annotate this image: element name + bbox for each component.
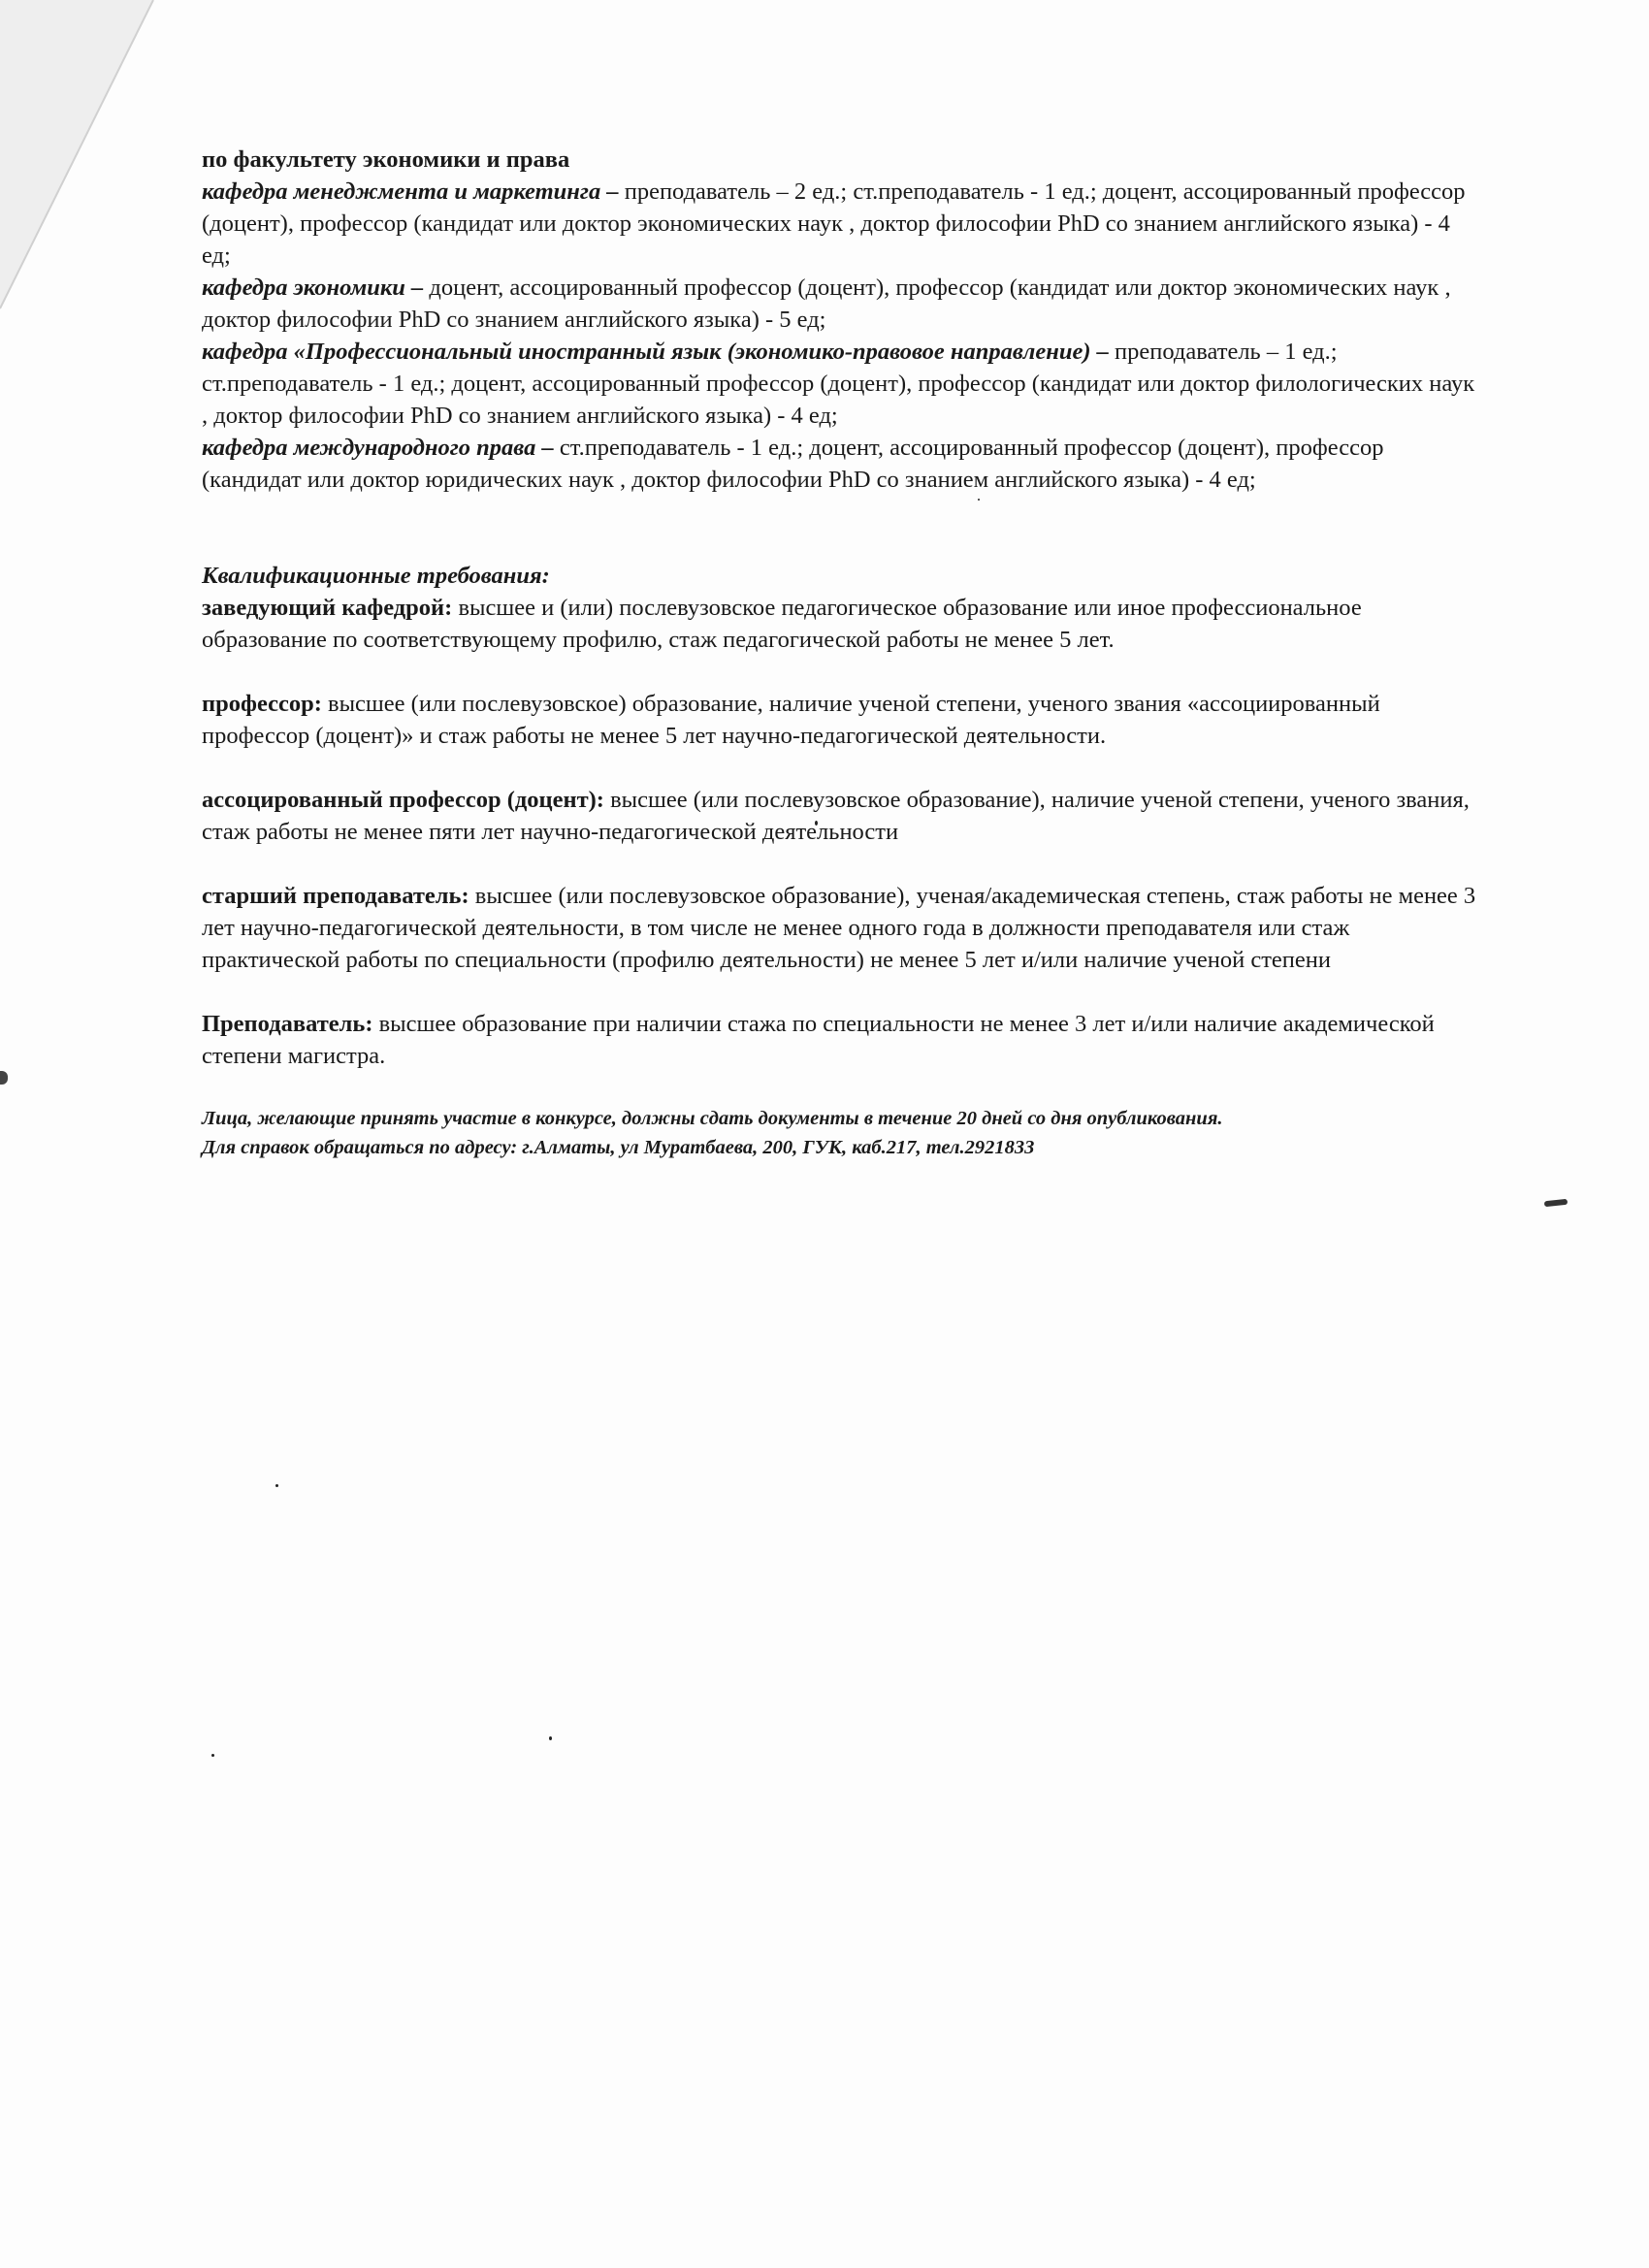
department-management-marketing xyxy=(202,176,1482,272)
requirement-head-of-department xyxy=(202,592,1482,656)
department-name: кафедра международного права – xyxy=(202,435,554,461)
requirement-title: профессор: xyxy=(202,691,322,717)
department-positions: преподаватель – 1 ед.; ст.преподаватель - 1 ед.; доцент, ассоцированный профессор (доцент), профессор (кандидат или доктор филологических наук , доктор философии PhD со знанием английского языка) - 4 ед; xyxy=(202,339,1475,429)
department-positions: доцент, ассоцированный профессор (доцент), профессор (кандидат или доктор экономических наук , доктор философии PhD со знанием английского языка) - 5 ед; xyxy=(202,275,1451,333)
department-name: кафедра менеджмента и маркетинга – xyxy=(202,178,619,205)
scan-mark-right xyxy=(1544,1199,1568,1207)
section-spacer xyxy=(202,496,1482,560)
requirement-title: Преподаватель: xyxy=(202,1011,373,1037)
requirement-text: высшее и (или) послевузовское педагогическое образование или иное профессиональное образование по соответствующему профилю, стаж педагогической работы не менее 5 лет. xyxy=(202,595,1362,653)
scan-mark-left xyxy=(0,1071,8,1085)
scan-speck xyxy=(549,1736,552,1740)
faculty-heading: по факультету экономики и права xyxy=(202,146,570,173)
department-international-law xyxy=(202,432,1482,496)
requirement-associate-professor xyxy=(202,784,1482,848)
department-positions: преподаватель – 2 ед.; ст.преподаватель - 1 ед.; доцент, ассоцированный профессор (доцент), профессор (кандидат или доктор экономических наук , доктор философии PhD со знанием английского языка) - 4 ед; xyxy=(202,178,1466,269)
department-name: кафедра «Профессиональный иностранный язык (экономико-правовое направление) – xyxy=(202,339,1109,365)
requirement-title: старший преподаватель: xyxy=(202,883,469,909)
notice-contact: Для справок обращаться по адресу: г.Алматы, ул Муратбаева, 200, ГУК, каб.217, тел.2921833 xyxy=(202,1137,1035,1158)
department-economics xyxy=(202,272,1482,336)
requirement-text: высшее образование при наличии стажа по специальности не менее 3 лет и/или наличие академической степени магистра. xyxy=(202,1011,1435,1069)
document-body xyxy=(202,144,1482,1162)
requirement-text: высшее (или послевузовское образование), наличие ученой степени, ученого звания, стаж работы не менее пяти лет научно-педагогической деятельности xyxy=(202,787,1470,845)
department-positions: ст.преподаватель - 1 ед.; доцент, ассоцированный профессор (доцент), профессор (кандидат или доктор юридических наук , доктор философии PhD со знанием английского языка) - 4 ед; xyxy=(202,435,1384,493)
requirement-title: ассоцированный профессор (доцент): xyxy=(202,787,604,813)
department-foreign-language xyxy=(202,336,1482,432)
department-name: кафедра экономики – xyxy=(202,275,424,301)
requirement-title: заведующий кафедрой: xyxy=(202,595,453,621)
requirements-heading: Квалификационные требования: xyxy=(202,563,550,589)
scan-speck xyxy=(275,1484,278,1487)
requirement-professor xyxy=(202,688,1482,752)
requirement-text: высшее (или послевузовское образование), ученая/академическая степень, стаж работы не менее 3 лет научно-педагогической деятельности, в том числе не менее одного года в должности преподавателя или стаж практической работы по специальности (профилю деятельности) не менее 5 лет и/или наличие ученой степени xyxy=(202,883,1476,973)
requirement-senior-lecturer xyxy=(202,880,1482,976)
requirement-lecturer xyxy=(202,1008,1482,1072)
notice-submission: Лица, желающие принять участие в конкурсе, должны сдать документы в течение 20 дней со дня опубликования. xyxy=(202,1108,1223,1129)
requirement-text: высшее (или послевузовское) образование, наличие ученой степени, ученого звания «ассоциированный профессор (доцент)» и стаж работы не менее 5 лет научно-педагогической деятельности. xyxy=(202,691,1380,749)
scan-speck xyxy=(211,1754,214,1757)
